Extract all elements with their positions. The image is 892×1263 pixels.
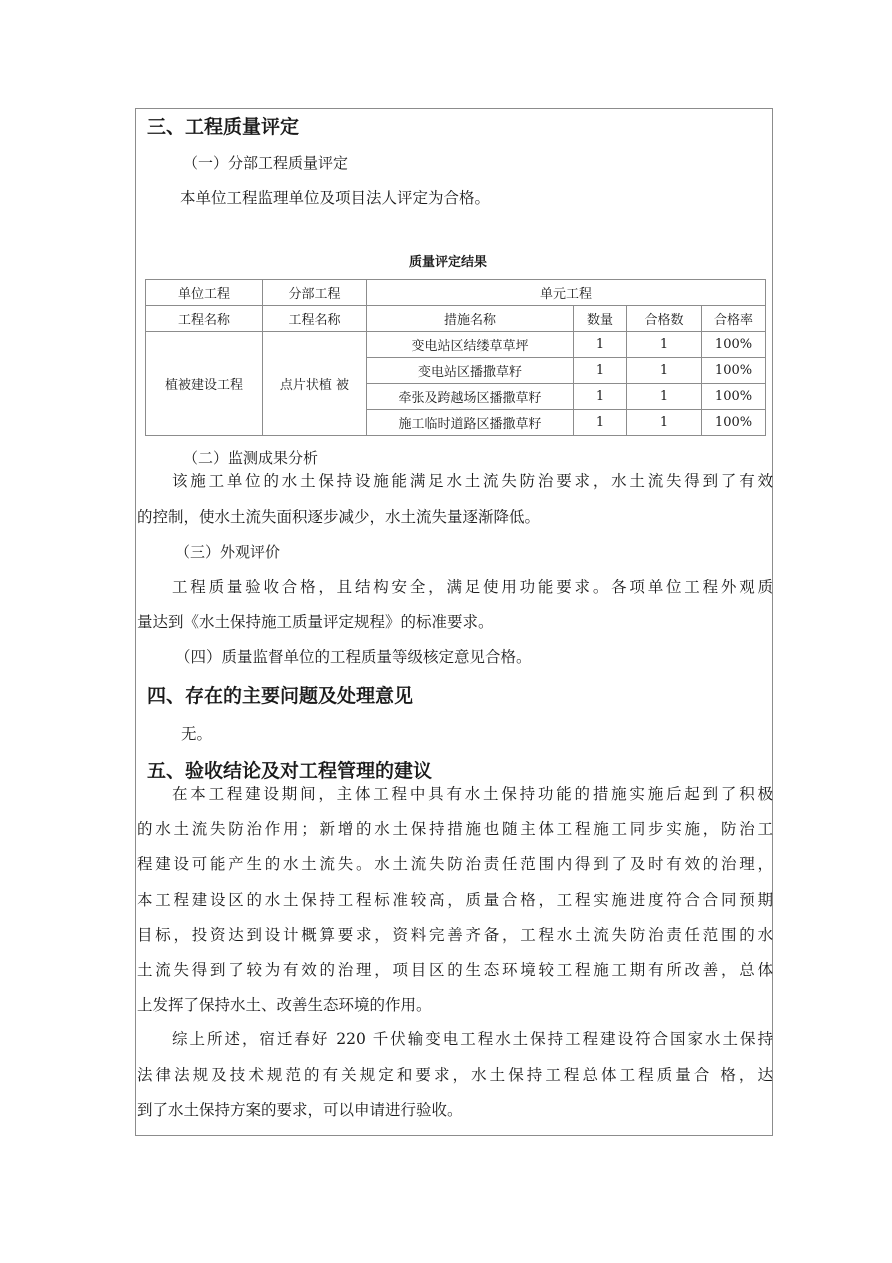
cell-pass: 1 — [627, 384, 702, 410]
cell-rate: 100% — [702, 384, 766, 410]
cell-unit-name: 植被建设工程 — [146, 332, 263, 436]
table-row — [146, 332, 766, 358]
header-measure: 措施名称 — [367, 306, 574, 332]
section5-p2-line: 法律法规及技术规范的有关规定和要求，水土保持工程总体工程质量合 格，达 — [137, 1066, 773, 1084]
cell-qty: 1 — [574, 410, 627, 436]
cell-measure: 变电站区结缕草草坪 — [367, 332, 574, 358]
header-element: 单元工程 — [367, 280, 766, 306]
section5-p1-line: 程建设可能产生的水土流失。水土流失防治责任范围内得到了及时有效的治理， — [137, 855, 773, 873]
section5-p1-line: 目标，投资达到设计概算要求，资料完善齐备，工程水土流失防治责任范围的水 — [137, 926, 773, 944]
cell-measure: 施工临时道路区播撒草籽 — [367, 410, 574, 436]
table-header-row-1 — [146, 280, 766, 306]
section3-sub1-text: 本单位工程监理单位及项目法人评定为合格。 — [180, 189, 491, 207]
header-part-name: 工程名称 — [263, 306, 367, 332]
cell-pass: 1 — [627, 358, 702, 384]
section5-p1-line: 的水土流失防治作用；新增的水土保持措施也随主体工程施工同步实施，防治工 — [137, 820, 773, 838]
header-rate: 合格率 — [702, 306, 766, 332]
cell-qty: 1 — [574, 358, 627, 384]
cell-measure: 牵张及跨越场区播撒草籽 — [367, 384, 574, 410]
cell-qty: 1 — [574, 384, 627, 410]
section5-p2-line: 综上所述，宿迁春好 220 千伏输变电工程水土保持工程建设符合国家水土保持 — [172, 1030, 773, 1048]
section3-sub3-line1: 工程质量验收合格，且结构安全，满足使用功能要求。各项单位工程外观质 — [172, 578, 773, 596]
section3-sub2-line1: 该施工单位的水土保持设施能满足水土流失防治要求，水土流失得到了有效 — [172, 472, 773, 490]
cell-rate: 100% — [702, 332, 766, 358]
cell-part-name: 点片状植 被 — [263, 332, 367, 436]
cell-rate: 100% — [702, 358, 766, 384]
cell-pass: 1 — [627, 410, 702, 436]
section3-sub1: （一）分部工程质量评定 — [183, 154, 349, 172]
section3-heading: 三、工程质量评定 — [147, 116, 300, 138]
cell-rate: 100% — [702, 410, 766, 436]
table-header-row-2 — [146, 306, 766, 332]
table-title: 质量评定结果 — [409, 255, 488, 270]
section3-sub4: （四）质量监督单位的工程质量等级核定意见合格。 — [175, 648, 532, 666]
section5-p2-line: 到了水土保持方案的要求，可以申请进行验收。 — [137, 1101, 463, 1119]
section3-sub3: （三）外观评价 — [175, 543, 281, 561]
header-qty: 数量 — [574, 306, 627, 332]
cell-measure: 变电站区播撒草籽 — [367, 358, 574, 384]
header-unit-name: 工程名称 — [146, 306, 263, 332]
section4-heading: 四、存在的主要问题及处理意见 — [147, 685, 414, 707]
header-pass: 合格数 — [627, 306, 702, 332]
cell-pass: 1 — [627, 332, 702, 358]
section4-text: 无。 — [181, 725, 213, 743]
section3-sub2: （二）监测成果分析 — [183, 449, 319, 467]
quality-table — [145, 279, 766, 436]
header-part: 分部工程 — [263, 280, 367, 306]
section5-p1-line: 上发挥了保持水土、改善生态环境的作用。 — [137, 996, 432, 1014]
section3-sub2-line2: 的控制，使水土流失面积逐步减少，水土流失量逐渐降低。 — [137, 508, 541, 526]
header-unit: 单位工程 — [146, 280, 263, 306]
cell-qty: 1 — [574, 332, 627, 358]
section5-p1-line: 本工程建设区的水土保持工程标准较高，质量合格，工程实施进度符合合同预期 — [137, 891, 773, 909]
section5-heading: 五、验收结论及对工程管理的建议 — [147, 760, 433, 782]
section3-sub3-line2: 量达到《水土保持施工质量评定规程》的标准要求。 — [137, 613, 494, 631]
section5-p1-line: 在本工程建设期间，主体工程中具有水土保持功能的措施实施后起到了积极 — [172, 785, 773, 803]
section5-p1-line: 土流失得到了较为有效的治理，项目区的生态环境较工程施工期有所改善，总体 — [137, 961, 773, 979]
